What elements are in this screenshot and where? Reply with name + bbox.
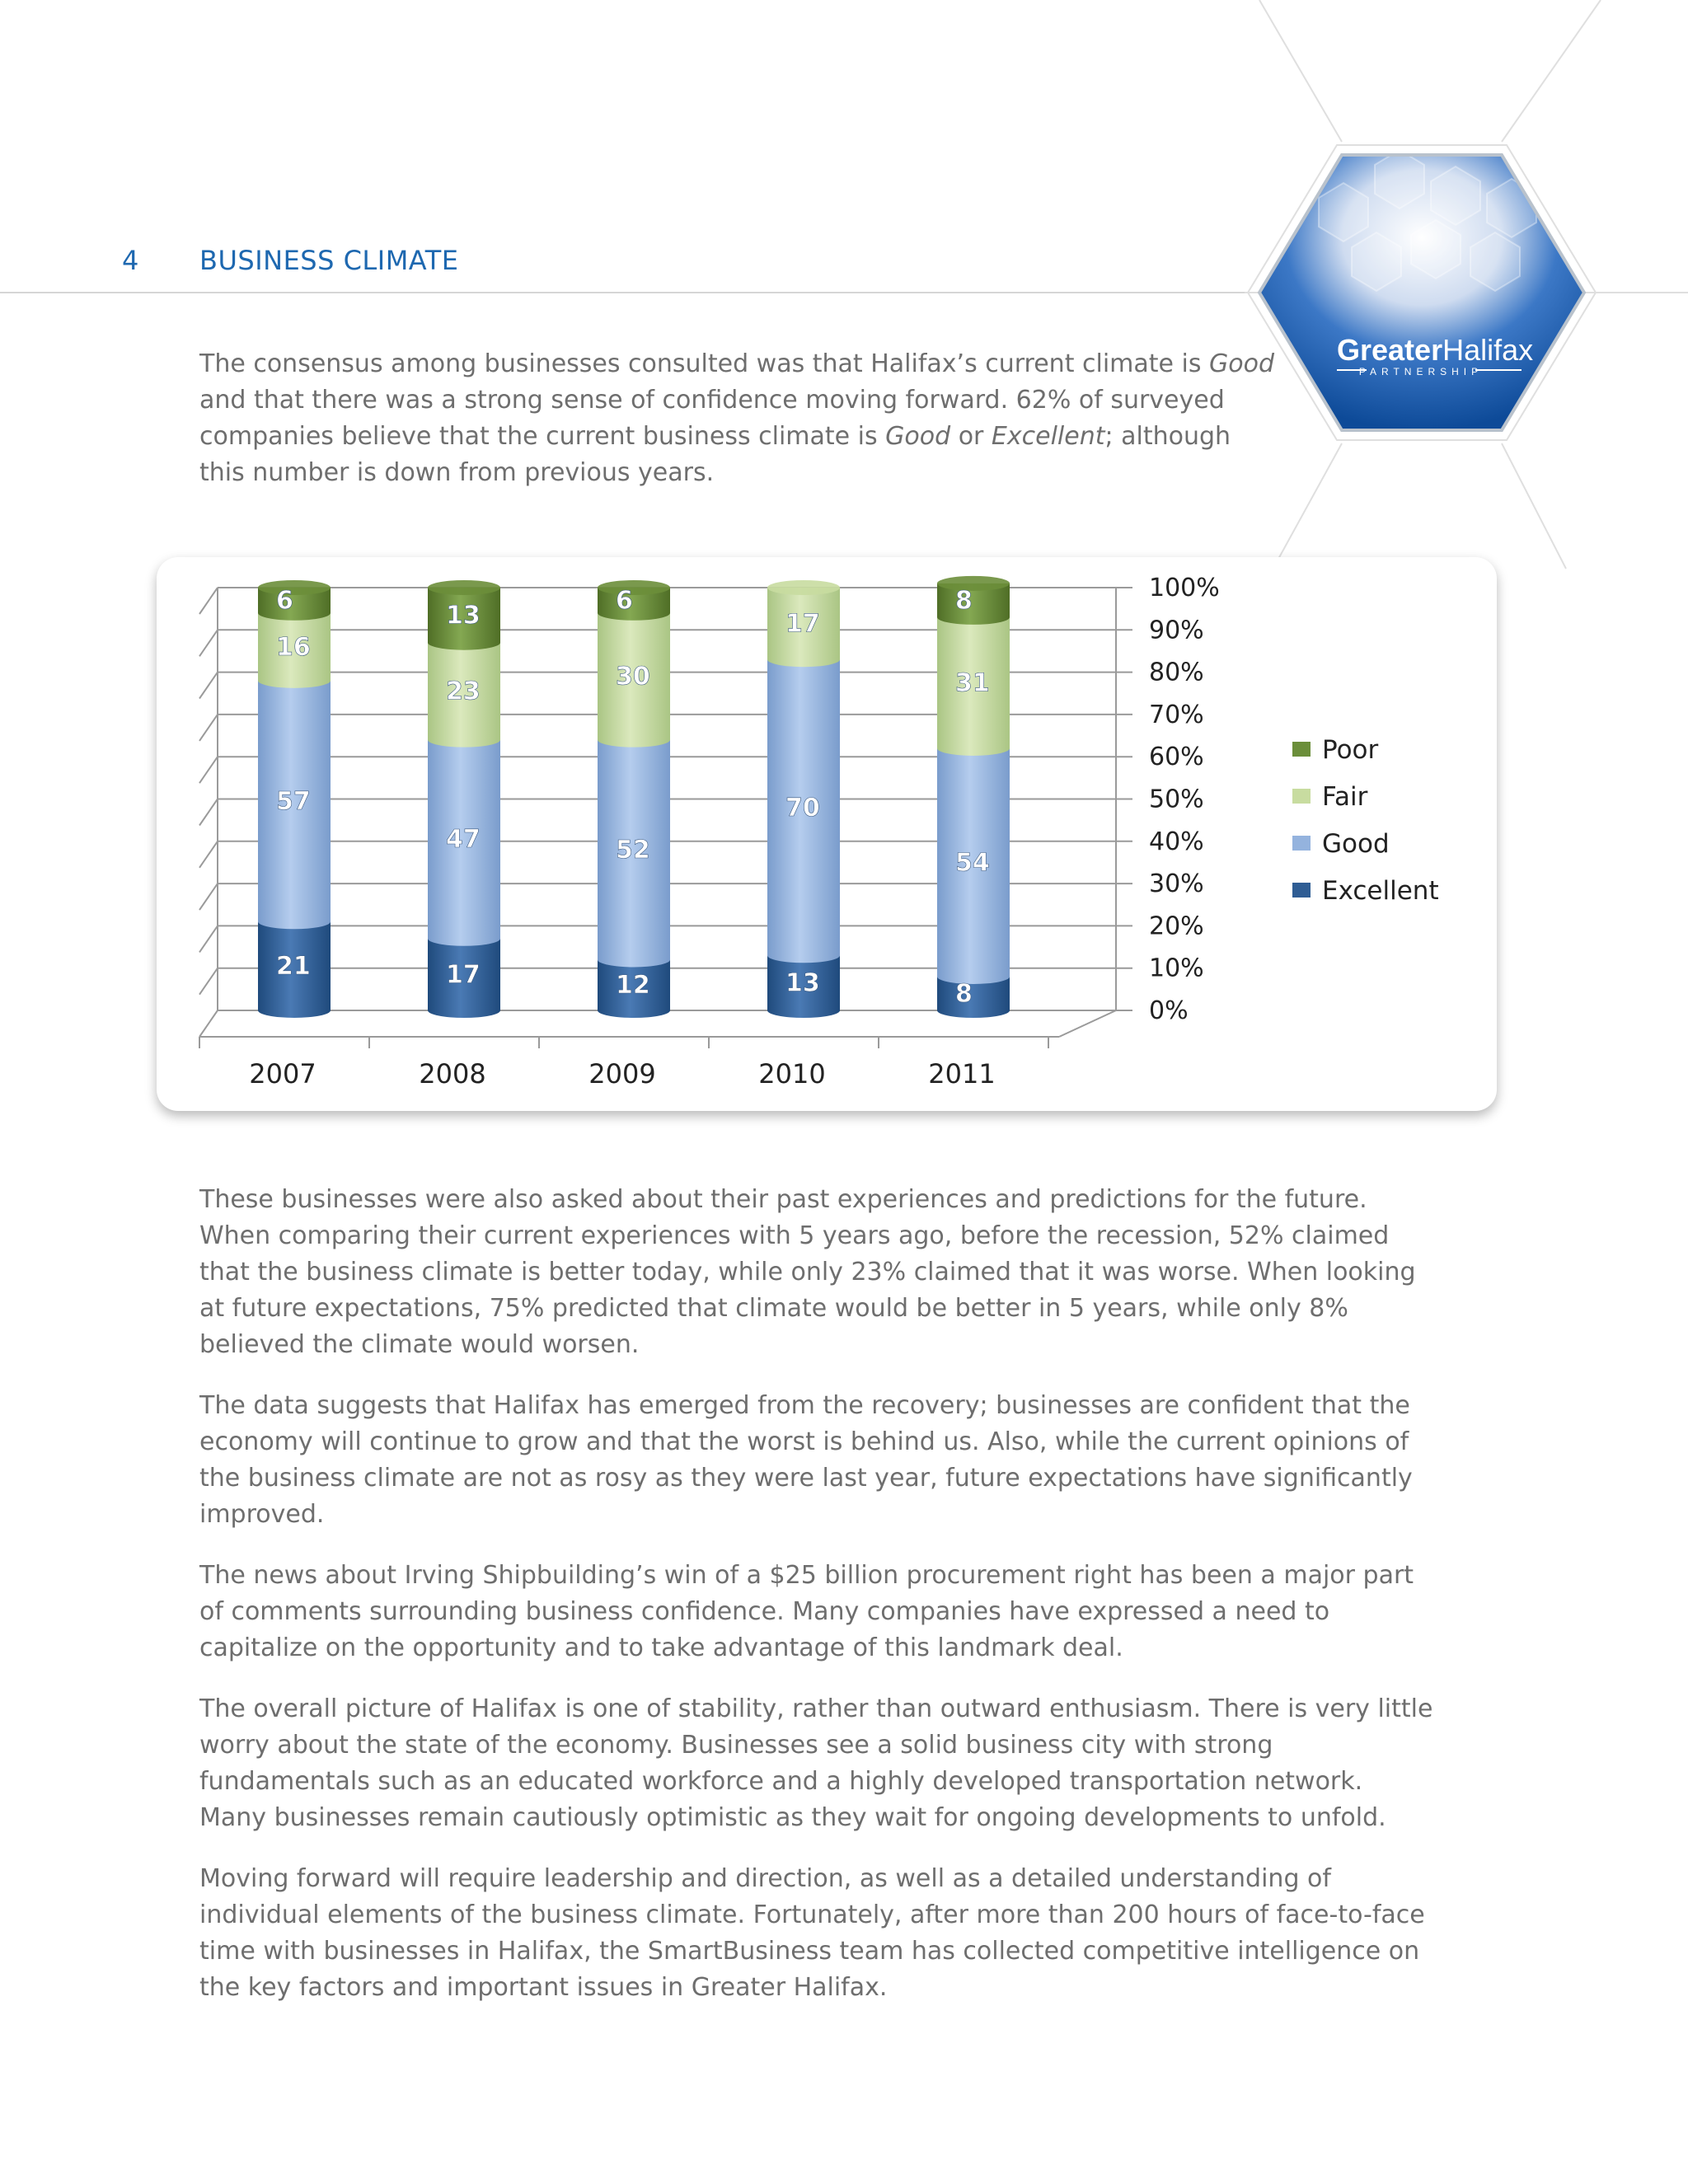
section-title: BUSINESS CLIMATE <box>199 245 459 276</box>
data-label: 54 <box>955 848 990 878</box>
data-label: 13 <box>785 968 820 998</box>
greater-halifax-logo <box>1236 0 1688 593</box>
data-label: 70 <box>785 793 820 823</box>
body-text <box>199 1182 1436 2031</box>
legend-label: Poor <box>1322 735 1379 765</box>
y-tick-label: 90% <box>1149 616 1204 645</box>
y-tick-label: 80% <box>1149 658 1204 687</box>
legend-label: Fair <box>1322 782 1368 812</box>
y-tick-label: 30% <box>1149 869 1204 899</box>
body-paragraph: Moving forward will require leadership and direction, as well as a detailed understanding of individual elements of the business climate. Fortunately, after more than 200 hours of face-to-face time with businesses in Halifax, the SmartBusiness team has collected competitive intelligence on the key factors and important issues in Greater Halifax. <box>199 1864 1425 2002</box>
bar-top-cap <box>258 580 331 595</box>
gridline-depth <box>199 968 218 995</box>
logo-tagline: PARTNERSHIP <box>1358 366 1484 377</box>
bar-top-cap <box>767 580 840 595</box>
legend-label: Excellent <box>1322 876 1439 906</box>
data-label: 16 <box>276 632 311 662</box>
gridline-depth <box>199 757 218 783</box>
data-label: 30 <box>616 662 650 691</box>
logo-hexagon <box>1259 155 1584 430</box>
data-label: 12 <box>616 971 650 1001</box>
y-tick-label: 100% <box>1149 574 1220 602</box>
gridline-depth <box>199 715 218 741</box>
y-tick-label: 20% <box>1149 912 1204 941</box>
data-label: 13 <box>446 601 481 630</box>
logo-wordmark: GreaterHalifax <box>1337 333 1534 367</box>
business-climate-chart <box>157 557 1497 1111</box>
y-tick-label: 70% <box>1149 700 1204 729</box>
floor-edge <box>1059 1010 1116 1037</box>
intro-paragraph: The consensus among businesses consulted was that Halifax’s current climate is Good and that there was a strong sense of confidence moving forward. 62% of surveyed companies believe that the current business climate is Good or Excellent; although this number is down from previous years. <box>199 349 1275 487</box>
gridline-depth <box>199 841 218 868</box>
y-tick-label: 40% <box>1149 827 1204 856</box>
body-paragraph: The overall picture of Halifax is one of stability, rather than outward enthusiasm. There is very little worry about the state of the economy. Businesses see a solid business city with strong fundamentals such as an educated workforce and a highly developed transportation network. Many businesses remain cautiously optimistic as they wait for ongoing developments to unfold. <box>199 1694 1433 1832</box>
gridline-depth <box>199 630 218 656</box>
gridline-depth <box>199 926 218 952</box>
gridline-depth <box>199 799 218 826</box>
data-label: 57 <box>276 787 311 817</box>
body-paragraph: These businesses were also asked about their past experiences and predictions for the future. When comparing their current experiences with 5 years ago, before the recession, 52% claimed that the business climate is better today, while only 23% claimed that it was worse. When looking at future expectations, 75% predicted that climate would be better in 5 years, while only 8% believed the climate would worsen. <box>199 1185 1416 1359</box>
bar-top-cap <box>598 580 670 595</box>
bar-top-cap <box>428 580 500 595</box>
body-paragraph: The news about Irving Shipbuilding’s win of a $25 billion procurement right has been a major part of comments surrounding business confidence. Many companies have expressed a need to capitalize on the opportunity and to take advantage of this landmark deal. <box>199 1561 1414 1662</box>
y-tick-label: 60% <box>1149 743 1204 772</box>
data-label: 8 <box>955 586 973 616</box>
data-label: 23 <box>446 677 481 706</box>
x-tick-label: 2009 <box>588 1058 656 1090</box>
page-number: 4 <box>122 245 139 276</box>
x-tick-label: 2008 <box>419 1058 486 1090</box>
data-label: 31 <box>955 668 990 698</box>
x-tick-label: 2007 <box>249 1058 316 1090</box>
gridline-depth <box>199 1010 218 1037</box>
data-label: 47 <box>446 825 481 855</box>
legend-swatch <box>1292 883 1311 898</box>
x-tick-label: 2011 <box>928 1058 996 1090</box>
data-label: 52 <box>616 836 650 865</box>
gridline-depth <box>199 673 218 699</box>
gridline-depth <box>199 883 218 910</box>
data-label: 21 <box>276 952 311 982</box>
gridline-depth <box>199 588 218 614</box>
data-label: 8 <box>955 979 973 1009</box>
bar-top-cap <box>937 576 1010 591</box>
x-tick-label: 2010 <box>758 1058 826 1090</box>
legend-swatch <box>1292 836 1311 851</box>
legend-label: Good <box>1322 829 1390 859</box>
y-tick-label: 50% <box>1149 785 1204 814</box>
legend-swatch <box>1292 789 1311 804</box>
y-tick-label: 10% <box>1149 954 1204 983</box>
body-paragraph: The data suggests that Halifax has emerged from the recovery; businesses are confident that the economy will continue to grow and that the worst is behind us. Also, while the current opinions of the business climate are not as rosy as they were last year, future expectations have significantly improved. <box>199 1391 1413 1529</box>
data-label: 6 <box>276 586 293 616</box>
legend-swatch <box>1292 742 1311 757</box>
y-tick-label: 0% <box>1149 996 1189 1025</box>
data-label: 6 <box>616 586 633 616</box>
data-label: 17 <box>785 609 820 639</box>
data-label: 17 <box>446 960 481 990</box>
